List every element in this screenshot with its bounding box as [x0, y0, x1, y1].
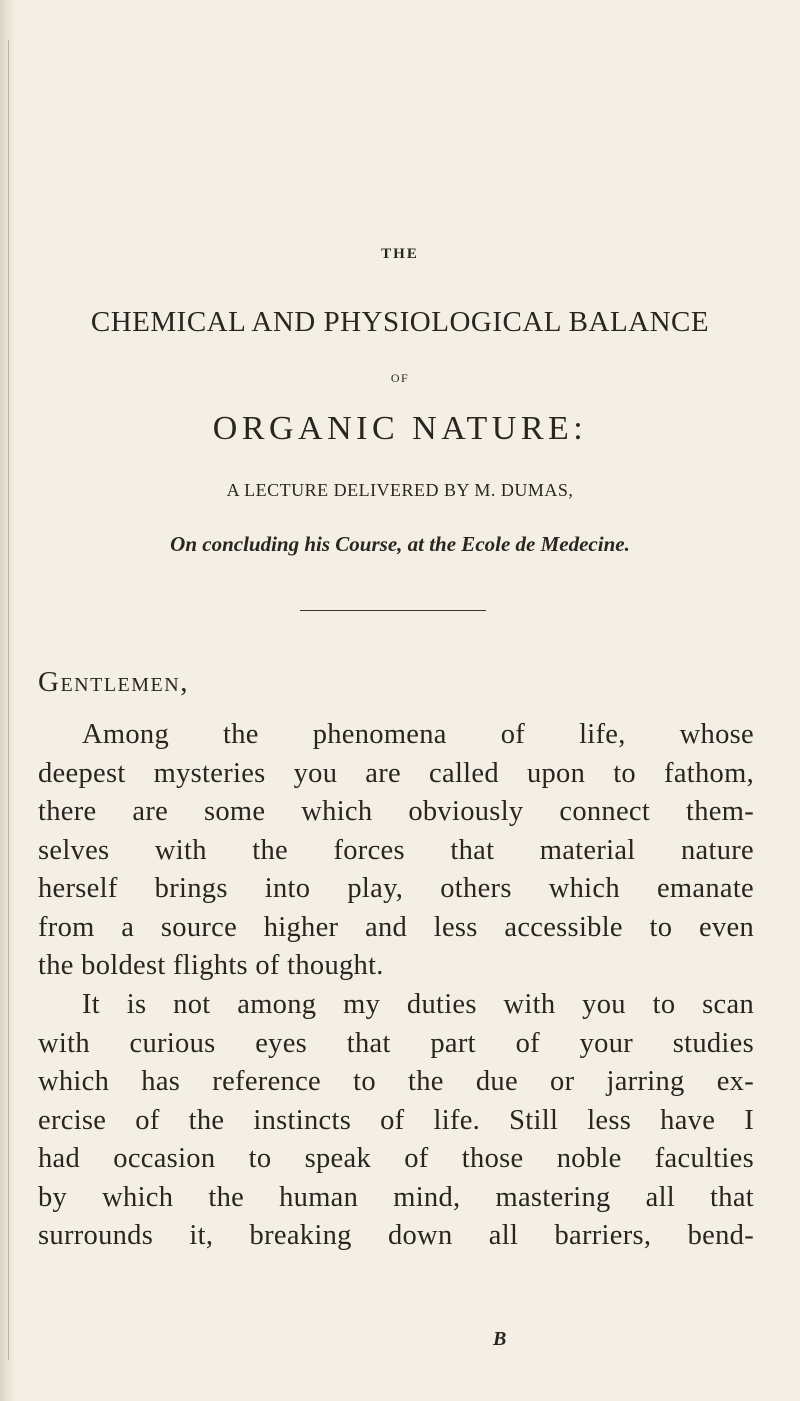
signature-mark: B [493, 1328, 507, 1350]
text-line: selves with the forces that material nature [38, 834, 754, 866]
paragraph-2 [38, 986, 754, 1256]
text-line: ercise of the instincts of life. Still less have I [38, 1104, 754, 1136]
text-line: from a source higher and less accessible to even [38, 911, 754, 943]
text-line: there are some which obviously connect them- [38, 796, 754, 827]
text-line: deepest mysteries you are called upon to fathom, [38, 757, 754, 789]
heading-the: THE [381, 246, 419, 262]
title-of: OF [390, 371, 410, 385]
text-line: by which the human mind, mastering all that [38, 1181, 754, 1213]
title-organic-nature: ORGANIC NATURE: [212, 410, 588, 447]
text-line: It is not among my duties with you to scan [82, 989, 754, 1020]
binding-line [8, 40, 9, 1360]
text-line: Among the phenomena of life, whose [82, 719, 754, 750]
text-line: had occasion to speak of those noble faculties [38, 1143, 754, 1174]
separator-rule [300, 610, 486, 611]
text-line: the boldest flights of thought. [38, 950, 384, 981]
paragraph-1 [38, 716, 754, 986]
text-line: with curious eyes that part of your studies [38, 1027, 754, 1059]
text-line: surrounds it, breaking down all barriers, bend- [38, 1220, 754, 1251]
text-line: herself brings into play, others which emanate [38, 873, 754, 904]
lecture-line: A LECTURE DELIVERED BY M. DUMAS, [226, 480, 574, 500]
subtitle: On concluding his Course, at the Ecole de Medecine. [170, 532, 630, 556]
title-main: CHEMICAL AND PHYSIOLOGICAL BALANCE [90, 306, 710, 338]
salutation: Gentlemen, [38, 666, 189, 698]
text-line: which has reference to the due or jarring ex- [38, 1066, 754, 1097]
